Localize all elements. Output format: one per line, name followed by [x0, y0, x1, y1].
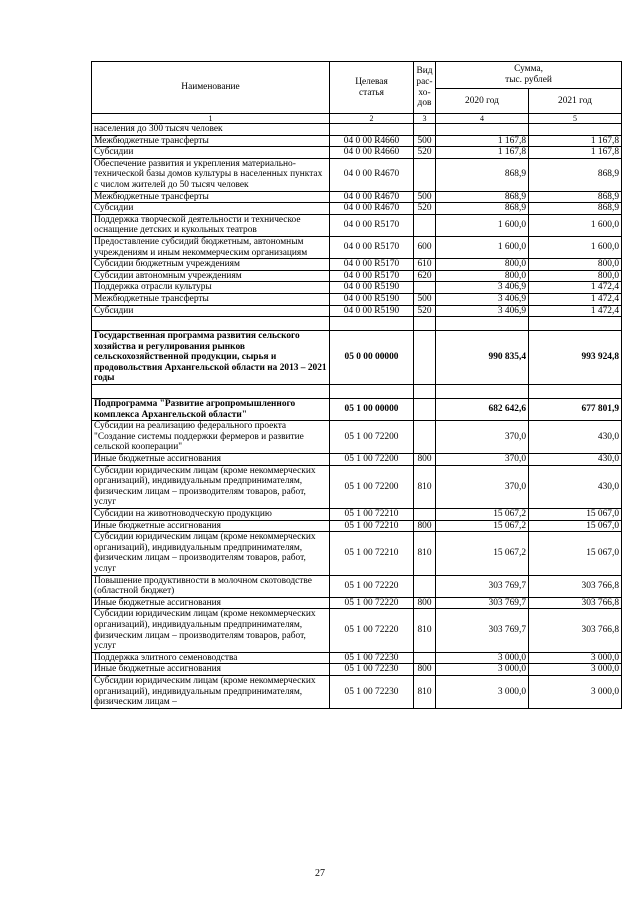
table-row	[92, 270, 622, 282]
row-name: Субсидии юридическим лицам (кроме некоммерческих организаций), индивидуальным предпринимателям, физическим лицам – производителям товаров, работ, услуг	[92, 609, 330, 652]
row-amount-2021: 430,0	[529, 465, 622, 508]
row-amount-2020: 868,9	[436, 203, 529, 215]
row-amount-2020: 303 769,7	[436, 597, 529, 609]
row-name: Поддержка творческой деятельности и техническое оснащение детских и кукольных театров	[92, 214, 330, 236]
row-amount-2020: 868,9	[436, 158, 529, 191]
header-type-line: дов	[417, 98, 432, 109]
header-expense-type	[414, 62, 436, 114]
row-target-article	[330, 124, 414, 136]
header-type-line: Вид	[416, 66, 433, 77]
row-amount-2020: 1 167,8	[436, 135, 529, 147]
row-expense-type	[414, 575, 436, 597]
row-target-article: 05 1 00 72210	[330, 509, 414, 521]
row-amount-2021: 15 067,0	[529, 509, 622, 521]
col-number: 2	[330, 114, 414, 124]
col-number: 1	[92, 114, 330, 124]
header-type-line: рас-	[416, 76, 433, 87]
row-amount-2020	[436, 124, 529, 136]
row-target-article: 05 1 00 72200	[330, 465, 414, 508]
table-row	[92, 158, 622, 191]
table-row	[92, 331, 622, 385]
row-target-article: 04 0 00 R5170	[330, 214, 414, 236]
table-row	[92, 214, 622, 236]
col-number: 3	[414, 114, 436, 124]
row-target-article: 05 1 00 72230	[330, 652, 414, 664]
table-body	[92, 124, 622, 709]
row-expense-type: 500	[414, 191, 436, 203]
row-expense-type	[414, 282, 436, 294]
table-row	[92, 259, 622, 271]
row-name: Иные бюджетные ассигнования	[92, 664, 330, 676]
header-year-2020: 2020 год	[436, 89, 529, 114]
budget-table-sheet	[91, 61, 621, 709]
table-row	[92, 575, 622, 597]
row-expense-type: 500	[414, 135, 436, 147]
row-amount-2020: 3 000,0	[436, 664, 529, 676]
row-amount-2020: 800,0	[436, 270, 529, 282]
table-row	[92, 282, 622, 294]
col-number: 4	[436, 114, 529, 124]
row-amount-2021: 3 000,0	[529, 652, 622, 664]
table-row	[92, 135, 622, 147]
empty-cell	[436, 317, 529, 331]
row-amount-2020: 15 067,2	[436, 520, 529, 532]
row-expense-type	[414, 509, 436, 521]
row-amount-2020: 370,0	[436, 454, 529, 466]
row-amount-2021: 1 472,4	[529, 293, 622, 305]
empty-cell	[436, 385, 529, 399]
row-name: Субсидии юридическим лицам (кроме некоммерческих организаций), индивидуальным предпринимателям, физическим лицам –	[92, 675, 330, 708]
row-expense-type: 600	[414, 236, 436, 258]
row-target-article: 04 0 00 R5170	[330, 259, 414, 271]
row-expense-type	[414, 158, 436, 191]
row-amount-2021: 1 600,0	[529, 214, 622, 236]
row-amount-2021: 15 067,0	[529, 532, 622, 575]
row-amount-2020: 15 067,2	[436, 532, 529, 575]
row-target-article: 04 0 00 R4670	[330, 158, 414, 191]
row-name: Субсидии автономным учреждениям	[92, 270, 330, 282]
row-amount-2020: 15 067,2	[436, 509, 529, 521]
row-target-article: 05 1 00 72220	[330, 575, 414, 597]
row-name: Иные бюджетные ассигнования	[92, 597, 330, 609]
table-row	[92, 191, 622, 203]
table-row	[92, 520, 622, 532]
table-row	[92, 509, 622, 521]
spacer-row	[92, 385, 622, 399]
row-amount-2021: 800,0	[529, 259, 622, 271]
table-row	[92, 399, 622, 421]
row-target-article: 05 1 00 00000	[330, 399, 414, 421]
table-row	[92, 203, 622, 215]
row-name: Поддержка элитного семеноводства	[92, 652, 330, 664]
row-amount-2020: 1 600,0	[436, 236, 529, 258]
table-row	[92, 293, 622, 305]
row-expense-type: 810	[414, 675, 436, 708]
table-row	[92, 236, 622, 258]
row-amount-2020: 3 406,9	[436, 282, 529, 294]
row-expense-type: 520	[414, 147, 436, 159]
row-amount-2020: 303 769,7	[436, 575, 529, 597]
row-name: Субсидии	[92, 203, 330, 215]
row-expense-type: 810	[414, 609, 436, 652]
row-name: Повышение продуктивности в молочном скотоводстве (областной бюджет)	[92, 575, 330, 597]
empty-cell	[414, 385, 436, 399]
row-target-article: 04 0 00 R5170	[330, 270, 414, 282]
row-amount-2021: 1 167,8	[529, 147, 622, 159]
row-amount-2021: 430,0	[529, 421, 622, 454]
row-name: Субсидии юридическим лицам (кроме некоммерческих организаций), индивидуальным предпринимателям, физическим лицам – производителям товаров, работ, услуг	[92, 465, 330, 508]
empty-cell	[330, 317, 414, 331]
row-name: Иные бюджетные ассигнования	[92, 454, 330, 466]
empty-cell	[92, 385, 330, 399]
row-target-article: 05 1 00 72230	[330, 664, 414, 676]
row-amount-2020: 800,0	[436, 259, 529, 271]
row-expense-type: 520	[414, 203, 436, 215]
row-expense-type: 520	[414, 305, 436, 317]
row-target-article: 04 0 00 R4660	[330, 147, 414, 159]
row-amount-2021: 430,0	[529, 454, 622, 466]
table-row	[92, 147, 622, 159]
row-name: Иные бюджетные ассигнования	[92, 520, 330, 532]
row-amount-2021: 677 801,9	[529, 399, 622, 421]
row-amount-2021: 303 766,8	[529, 609, 622, 652]
row-amount-2021: 993 924,8	[529, 331, 622, 385]
row-amount-2021: 868,9	[529, 158, 622, 191]
header-sum-line1: Сумма,	[514, 64, 543, 75]
row-expense-type	[414, 124, 436, 136]
header-type-line: хо-	[418, 87, 431, 98]
table-row	[92, 675, 622, 708]
row-target-article: 04 0 00 R5190	[330, 293, 414, 305]
row-amount-2021: 3 000,0	[529, 664, 622, 676]
row-amount-2020: 3 406,9	[436, 305, 529, 317]
row-amount-2020: 370,0	[436, 421, 529, 454]
row-name: Межбюджетные трансферты	[92, 191, 330, 203]
row-name: Поддержка отрасли культуры	[92, 282, 330, 294]
row-amount-2021: 1 472,4	[529, 282, 622, 294]
row-amount-2021: 15 067,0	[529, 520, 622, 532]
col-number: 5	[529, 114, 622, 124]
row-name: населения до 300 тысяч человек	[92, 124, 330, 136]
row-name: Предоставление субсидий бюджетным, автономным учреждениям и иным некоммерческим организациям	[92, 236, 330, 258]
empty-cell	[529, 317, 622, 331]
row-amount-2020: 303 769,7	[436, 609, 529, 652]
row-amount-2021: 303 766,8	[529, 597, 622, 609]
page-number: 27	[315, 868, 325, 879]
spacer-row	[92, 317, 622, 331]
row-name: Субсидии юридическим лицам (кроме некоммерческих организаций), индивидуальным предпринимателям, физическим лицам – производителям товаров, работ, услуг	[92, 532, 330, 575]
row-target-article: 05 0 00 00000	[330, 331, 414, 385]
empty-cell	[529, 385, 622, 399]
row-target-article: 05 1 00 72200	[330, 454, 414, 466]
row-expense-type	[414, 214, 436, 236]
table-row	[92, 652, 622, 664]
empty-cell	[414, 317, 436, 331]
row-amount-2020: 370,0	[436, 465, 529, 508]
row-amount-2021: 303 766,8	[529, 575, 622, 597]
row-name: Подпрограмма "Развитие агропромышленного комплекса Архангельской области"	[92, 399, 330, 421]
table-row	[92, 124, 622, 136]
row-amount-2020: 682 642,6	[436, 399, 529, 421]
row-name: Межбюджетные трансферты	[92, 293, 330, 305]
row-name: Межбюджетные трансферты	[92, 135, 330, 147]
table-row	[92, 597, 622, 609]
table-row	[92, 454, 622, 466]
row-name: Субсидии бюджетным учреждениям	[92, 259, 330, 271]
row-expense-type: 810	[414, 532, 436, 575]
row-amount-2020: 868,9	[436, 191, 529, 203]
row-amount-2021: 1 600,0	[529, 236, 622, 258]
row-name: Обеспечение развития и укрепления материально-технической базы домов культуры в населенных пунктах с числом жителей до 50 тысяч человек	[92, 158, 330, 191]
row-target-article: 04 0 00 R5190	[330, 282, 414, 294]
row-target-article: 05 1 00 72210	[330, 520, 414, 532]
header-target-article	[330, 62, 414, 114]
row-amount-2021: 3 000,0	[529, 675, 622, 708]
row-amount-2021: 800,0	[529, 270, 622, 282]
row-expense-type: 800	[414, 520, 436, 532]
row-expense-type	[414, 331, 436, 385]
row-amount-2021: 868,9	[529, 191, 622, 203]
row-target-article: 04 0 00 R5170	[330, 236, 414, 258]
row-target-article: 05 1 00 72200	[330, 421, 414, 454]
row-expense-type: 610	[414, 259, 436, 271]
row-expense-type: 620	[414, 270, 436, 282]
table-row	[92, 609, 622, 652]
row-amount-2021: 1 167,8	[529, 135, 622, 147]
header-name: Наименование	[92, 62, 330, 114]
row-expense-type: 800	[414, 597, 436, 609]
table-row	[92, 421, 622, 454]
row-amount-2020: 3 406,9	[436, 293, 529, 305]
table-row	[92, 305, 622, 317]
header-target-line2: статья	[359, 87, 384, 98]
row-target-article: 04 0 00 R5190	[330, 305, 414, 317]
row-amount-2020: 1 600,0	[436, 214, 529, 236]
row-expense-type	[414, 421, 436, 454]
row-amount-2020: 3 000,0	[436, 675, 529, 708]
row-expense-type: 800	[414, 454, 436, 466]
row-target-article: 05 1 00 72220	[330, 609, 414, 652]
empty-cell	[330, 385, 414, 399]
row-target-article: 04 0 00 R4670	[330, 191, 414, 203]
row-amount-2021: 1 472,4	[529, 305, 622, 317]
row-expense-type	[414, 399, 436, 421]
row-expense-type: 810	[414, 465, 436, 508]
row-name: Государственная программа развития сельского хозяйства и регулирования рынков сельскохозяйственной продукции, сырья и продовольствия Архангельской области на 2013 – 2021 годы	[92, 331, 330, 385]
header-year-2021: 2021 год	[529, 89, 622, 114]
row-amount-2020: 990 835,4	[436, 331, 529, 385]
header-sum	[436, 62, 622, 89]
row-target-article: 05 1 00 72230	[330, 675, 414, 708]
header-sum-line2: тыс. рублей	[505, 75, 552, 85]
row-expense-type: 800	[414, 664, 436, 676]
row-target-article: 04 0 00 R4670	[330, 203, 414, 215]
row-amount-2021: 868,9	[529, 203, 622, 215]
row-expense-type: 500	[414, 293, 436, 305]
row-target-article: 04 0 00 R4660	[330, 135, 414, 147]
row-target-article: 05 1 00 72210	[330, 532, 414, 575]
row-target-article: 05 1 00 72220	[330, 597, 414, 609]
row-name: Субсидии	[92, 147, 330, 159]
empty-cell	[92, 317, 330, 331]
row-name: Субсидии	[92, 305, 330, 317]
table-row	[92, 664, 622, 676]
row-expense-type	[414, 652, 436, 664]
row-amount-2020: 3 000,0	[436, 652, 529, 664]
row-amount-2020: 1 167,8	[436, 147, 529, 159]
row-name: Субсидии на реализацию федерального проекта "Создание системы поддержки фермеров и развитие сельской кооперации"	[92, 421, 330, 454]
row-amount-2021	[529, 124, 622, 136]
row-name: Субсидии на животноводческую продукцию	[92, 509, 330, 521]
table-row	[92, 532, 622, 575]
table-row	[92, 465, 622, 508]
budget-table	[91, 61, 622, 709]
header-target-line1: Целевая	[355, 76, 388, 87]
